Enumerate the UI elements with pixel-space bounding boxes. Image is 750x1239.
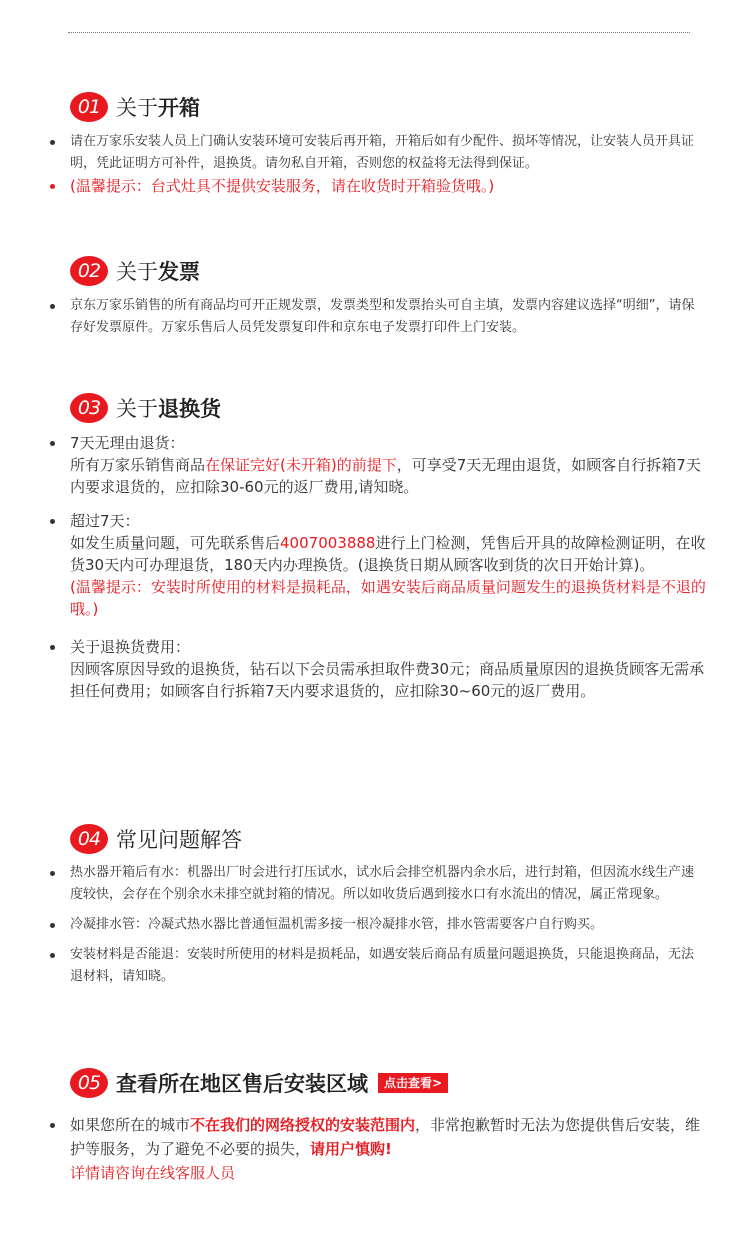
section-title: 常见问题解答 [116,828,242,852]
section-heading-invoice [70,254,200,288]
contact-service-link[interactable]: 详情请咨询在线客服人员 [70,1164,236,1182]
returns-over7day-note: (温馨提示：安装时所使用的材料是损耗品，如遇安装后商品质量问题发生的退换货材料是不退的哦。) [70,578,706,618]
view-area-button[interactable]: 点击查看> [378,1073,448,1093]
returns-over7day-item [70,510,706,620]
faq-item: 安装材料是否能退：安装时所使用的材料是损耗品，如遇安装后商品有质量问题退换货，只能退换商品，无法退材料，请知晓。 [70,944,706,988]
invoice-list [70,295,706,339]
section-title: 关于发票 [116,260,200,284]
section-number-badge: 02 [70,256,108,286]
faq-item: 冷凝排水管：冷凝式热水器比普通恒温机需多接一根冷凝排水管，排水管需要客户自行购买。 [70,914,706,936]
unboxing-note: (温馨提示：台式灶具不提供安装服务，请在收货时开箱验货哦。) [70,175,706,197]
section-number-badge: 03 [70,393,108,423]
section-heading-unboxing [70,90,200,124]
returns-fee-item [70,636,706,702]
faq-item: 热水器开箱后有水：机器出厂时会进行打压试水，试水后会排空机器内余水后，进行封箱，但因流水线生产速度较快，会存在个别余水未排空就封箱的情况。所以如收货后遇到接水口有水流出的情况，属正常现象。 [70,862,706,906]
returns-over7day-text: 如发生质量问题，可先联系售后4007003888进行上门检测，凭售后开具的故障检测证明，在收货30天内可办理退货，180天内办理换货。(退换货日期从顾客收到货的次日开始计算)。 [70,534,706,574]
faq-list [70,862,706,988]
returns-7day-heading: 7天无理由退货： [70,434,185,452]
returns-fee-heading: 关于退换货费用： [70,638,191,656]
section-heading-returns [70,391,221,425]
section-heading-service-area [70,1066,448,1100]
returns-over7day-heading: 超过7天： [70,512,140,530]
section-title: 查看所在地区售后安装区域 [116,1072,368,1096]
top-divider [68,32,690,33]
section-title: 关于开箱 [116,96,200,120]
invoice-text: 京东万家乐销售的所有商品均可开正规发票，发票类型和发票抬头可自主填，发票内容建议选择“明细”，请保存好发票原件。万家乐售后人员凭发票复印件和京东电子发票打印件上门安装。 [70,295,706,339]
section-title: 关于退换货 [116,397,221,421]
service-phone: 4007003888 [280,534,376,552]
returns-7day-text: 所有万家乐销售商品在保证完好(未开箱)的前提下，可享受7天无理由退货，如顾客自行拆箱7天内要求退货的，应扣除30-60元的返厂费用,请知晓。 [70,456,701,496]
unboxing-text: 请在万家乐安装人员上门确认安装环境可安装后再开箱，开箱后如有少配件、损坏等情况，让安装人员开具证明，凭此证明方可补件，退换货。请勿私自开箱，否则您的权益将无法得到保证。 [70,131,706,175]
section-number-badge: 04 [70,824,108,854]
section-heading-faq [70,822,242,856]
service-area-item [70,1113,706,1185]
section-number-badge: 01 [70,92,108,122]
service-area-list [70,1113,706,1185]
service-area-text: 如果您所在的城市不在我们的网络授权的安装范围内，非常抱歉暂时无法为您提供售后安装，维护等服务，为了避免不必要的损失，请用户慎购! [70,1116,701,1158]
returns-fee-text: 因顾客原因导致的退换货，钻石以下会员需承担取件费30元；商品质量原因的退换货顾客无需承担任何费用；如顾客自行拆箱7天内要求退货的，应扣除30~60元的返厂费用。 [70,660,705,700]
returns-7day-item [70,432,706,498]
unboxing-list [70,131,706,197]
returns-list [70,432,706,702]
section-number-badge: 05 [70,1068,108,1098]
